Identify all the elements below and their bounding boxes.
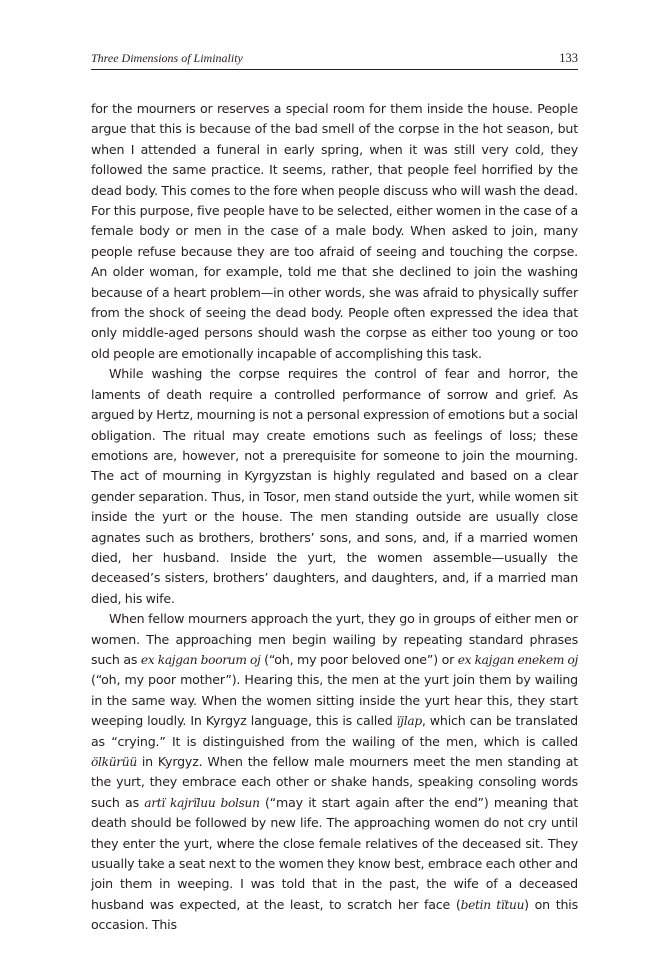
text-run: (“oh, my poor mother”). Hearing this, the men at the yurt join them by wailing in the same way. When the women sitting inside the yurt hear this, they start weeping loudly. In Kyrgyz language, this is called (91, 672, 578, 729)
text-run: ) on this occasion. This (91, 896, 578, 933)
kyrgyz-term: ölkürüü (91, 755, 137, 769)
text-run: in Kyrgyz. When the fellow male mourners meet the men standing at the yurt, they embrace each other or shake hands, speaking consoling words such as (91, 754, 578, 810)
text-run: (“oh, my poor beloved one”) or (260, 651, 458, 667)
paragraph-mourning-laments (91, 364, 578, 609)
header-rule (91, 69, 578, 70)
running-title: Three Dimensions of Liminality (91, 51, 243, 65)
kyrgyz-term: ïjlap (396, 714, 422, 729)
text-run: When fellow mourners approach the yurt, they go in groups of either men or women. The approaching men begin wailing by repeating standard phrases such as (91, 611, 578, 667)
text-run: for the mourners or reserves a special room for them inside the house. People argue that this is because of the bad smell of the corpse in the hot season, but when I attended a funeral in early spring, when it was still very cold, they followed the same practice. It seems, rather, that people feel horrified by the dead body. This comes to the fore when people discuss who will wash the dead. For this purpose, five people have to be selected, either women in the case of a female body or men in the case of a male body. When asked to join, many people refuse because they are too afraid of seeing and touching the corpse. An older woman, for example, told me that she declined to join the washing because of a heart problem—in other words, she was afraid to physically suffer from the shock of seeing the dead body. People often expressed the idea that only middle-aged persons should wash the corpse as either too young or too old people are emotionally incapable of accomplishing this task. (91, 101, 578, 361)
kyrgyz-term: betin tïtuu (460, 897, 525, 912)
kyrgyz-term: ex kajgan enekem oj (457, 652, 579, 667)
kyrgyz-term: ex kajgan boorum oj (140, 652, 261, 667)
running-header (91, 50, 578, 68)
body-text (91, 99, 578, 936)
text-run: , which can be translated as “crying.” It is distinguished from the wailing of the men, which is called (91, 713, 578, 749)
page-number: 133 (559, 51, 578, 65)
kyrgyz-term: artï kajrïluu bolsun (144, 795, 260, 810)
paragraph-approaching-mourners (91, 609, 578, 936)
text-run: (“may it start again after the end”) meaning that death should be followed by new life. The approaching women do not cry until they enter the yurt, where the close female relatives of the deceased sit. They usually take a seat next to the women they know best, embrace each other and join them in weeping. I was told that in the past, the wife of a deceased husband was expected, at the least, to scratch her face ( (91, 794, 579, 912)
text-run: While washing the corpse requires the control of fear and horror, the laments of death require a controlled performance of sorrow and grief. As argued by Hertz, mourning is not a personal expression of emotions but a social obligation. The ritual may create emotions such as feelings of loss; these emotions are, however, not a prerequisite for someone to join the mourning. The act of mourning in Kyrgyzstan is highly regulated and based on a clear gender separation. Thus, in Tosor, men stand outside the yurt, while women sit inside the yurt or the house. The men standing outside are usually close agnates such as brothers, brothers’ sons, and sons, and, if a married women died, her husband. Inside the yurt, the women assemble—usually the deceased’s sisters, brothers’ daughters, and daughters, and, if a married man died, his wife. (91, 366, 578, 606)
paragraph-continued (91, 99, 578, 364)
